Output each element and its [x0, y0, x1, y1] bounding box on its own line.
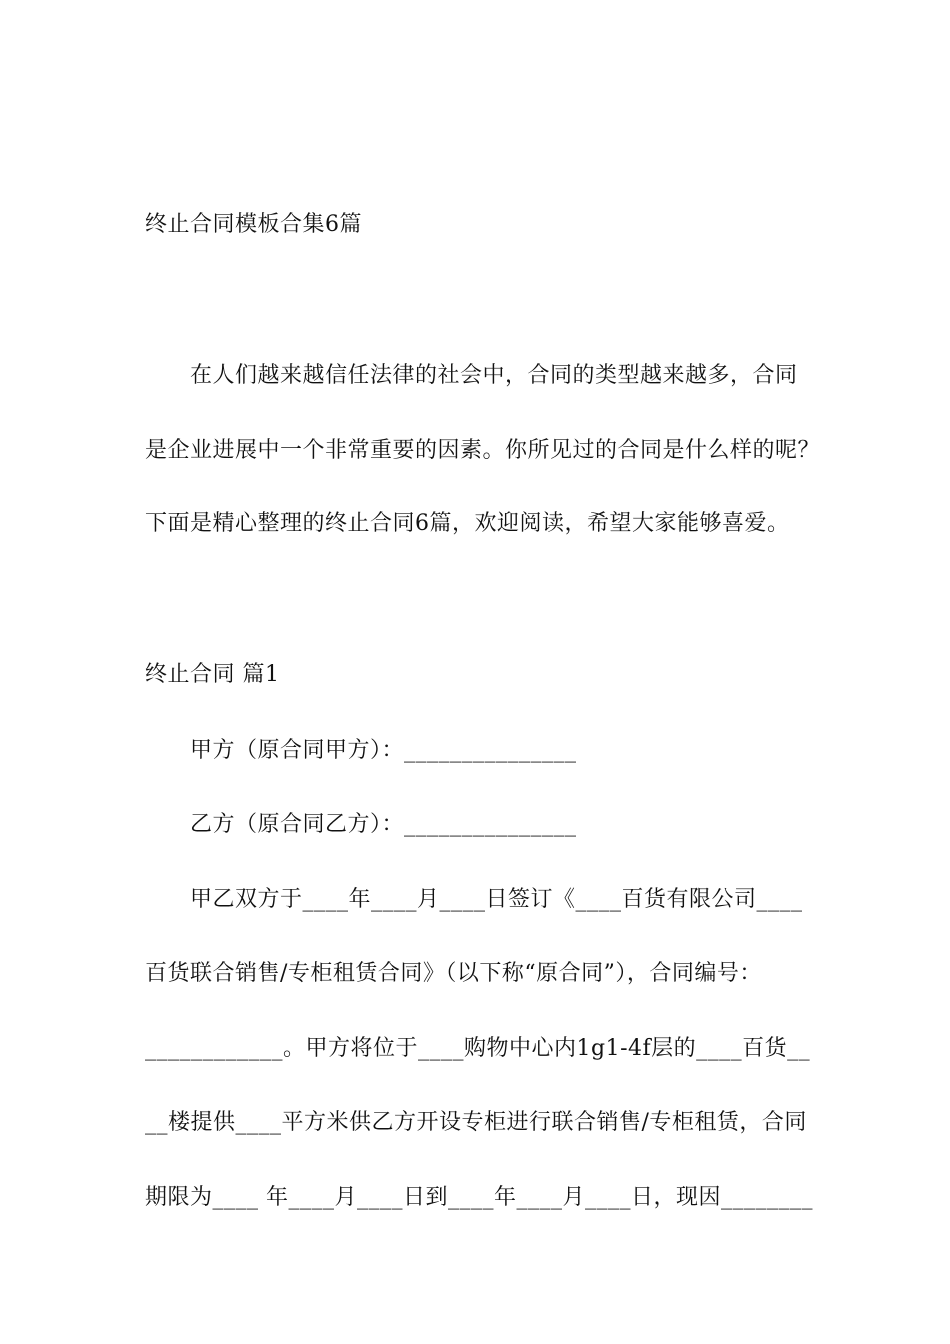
body-line-1: 甲乙双方于____年____月____日签订《____百货有限公司____: [190, 887, 803, 912]
party-b-line: 乙方（原合同乙方）：_______________: [190, 812, 577, 837]
body-line-4: __楼提供____平方米供乙方开设专柜进行联合销售/专柜租赁，合同: [145, 1110, 807, 1135]
intro-line-1: 在人们越来越信任法律的社会中，合同的类型越来越多，合同: [190, 363, 798, 388]
body-line-5: 期限为____ 年____月____日到____年____月____日，现因________: [145, 1185, 813, 1210]
section-heading: 终止合同 篇1: [145, 662, 280, 687]
party-a-line: 甲方（原合同甲方）：_______________: [190, 738, 577, 763]
body-line-2: 百货联合销售/专柜租赁合同》（以下称“原合同”），合同编号：: [145, 961, 762, 986]
body-line-3: ____________。甲方将位于____购物中心内1g1-4f层的____百货__: [145, 1036, 811, 1061]
document-title: 终止合同模板合集6篇: [145, 212, 362, 237]
intro-line-2: 是企业进展中一个非常重要的因素。你所见过的合同是什么样的呢？: [145, 438, 821, 463]
intro-line-3: 下面是精心整理的终止合同6篇，欢迎阅读，希望大家能够喜爱。: [145, 511, 790, 536]
